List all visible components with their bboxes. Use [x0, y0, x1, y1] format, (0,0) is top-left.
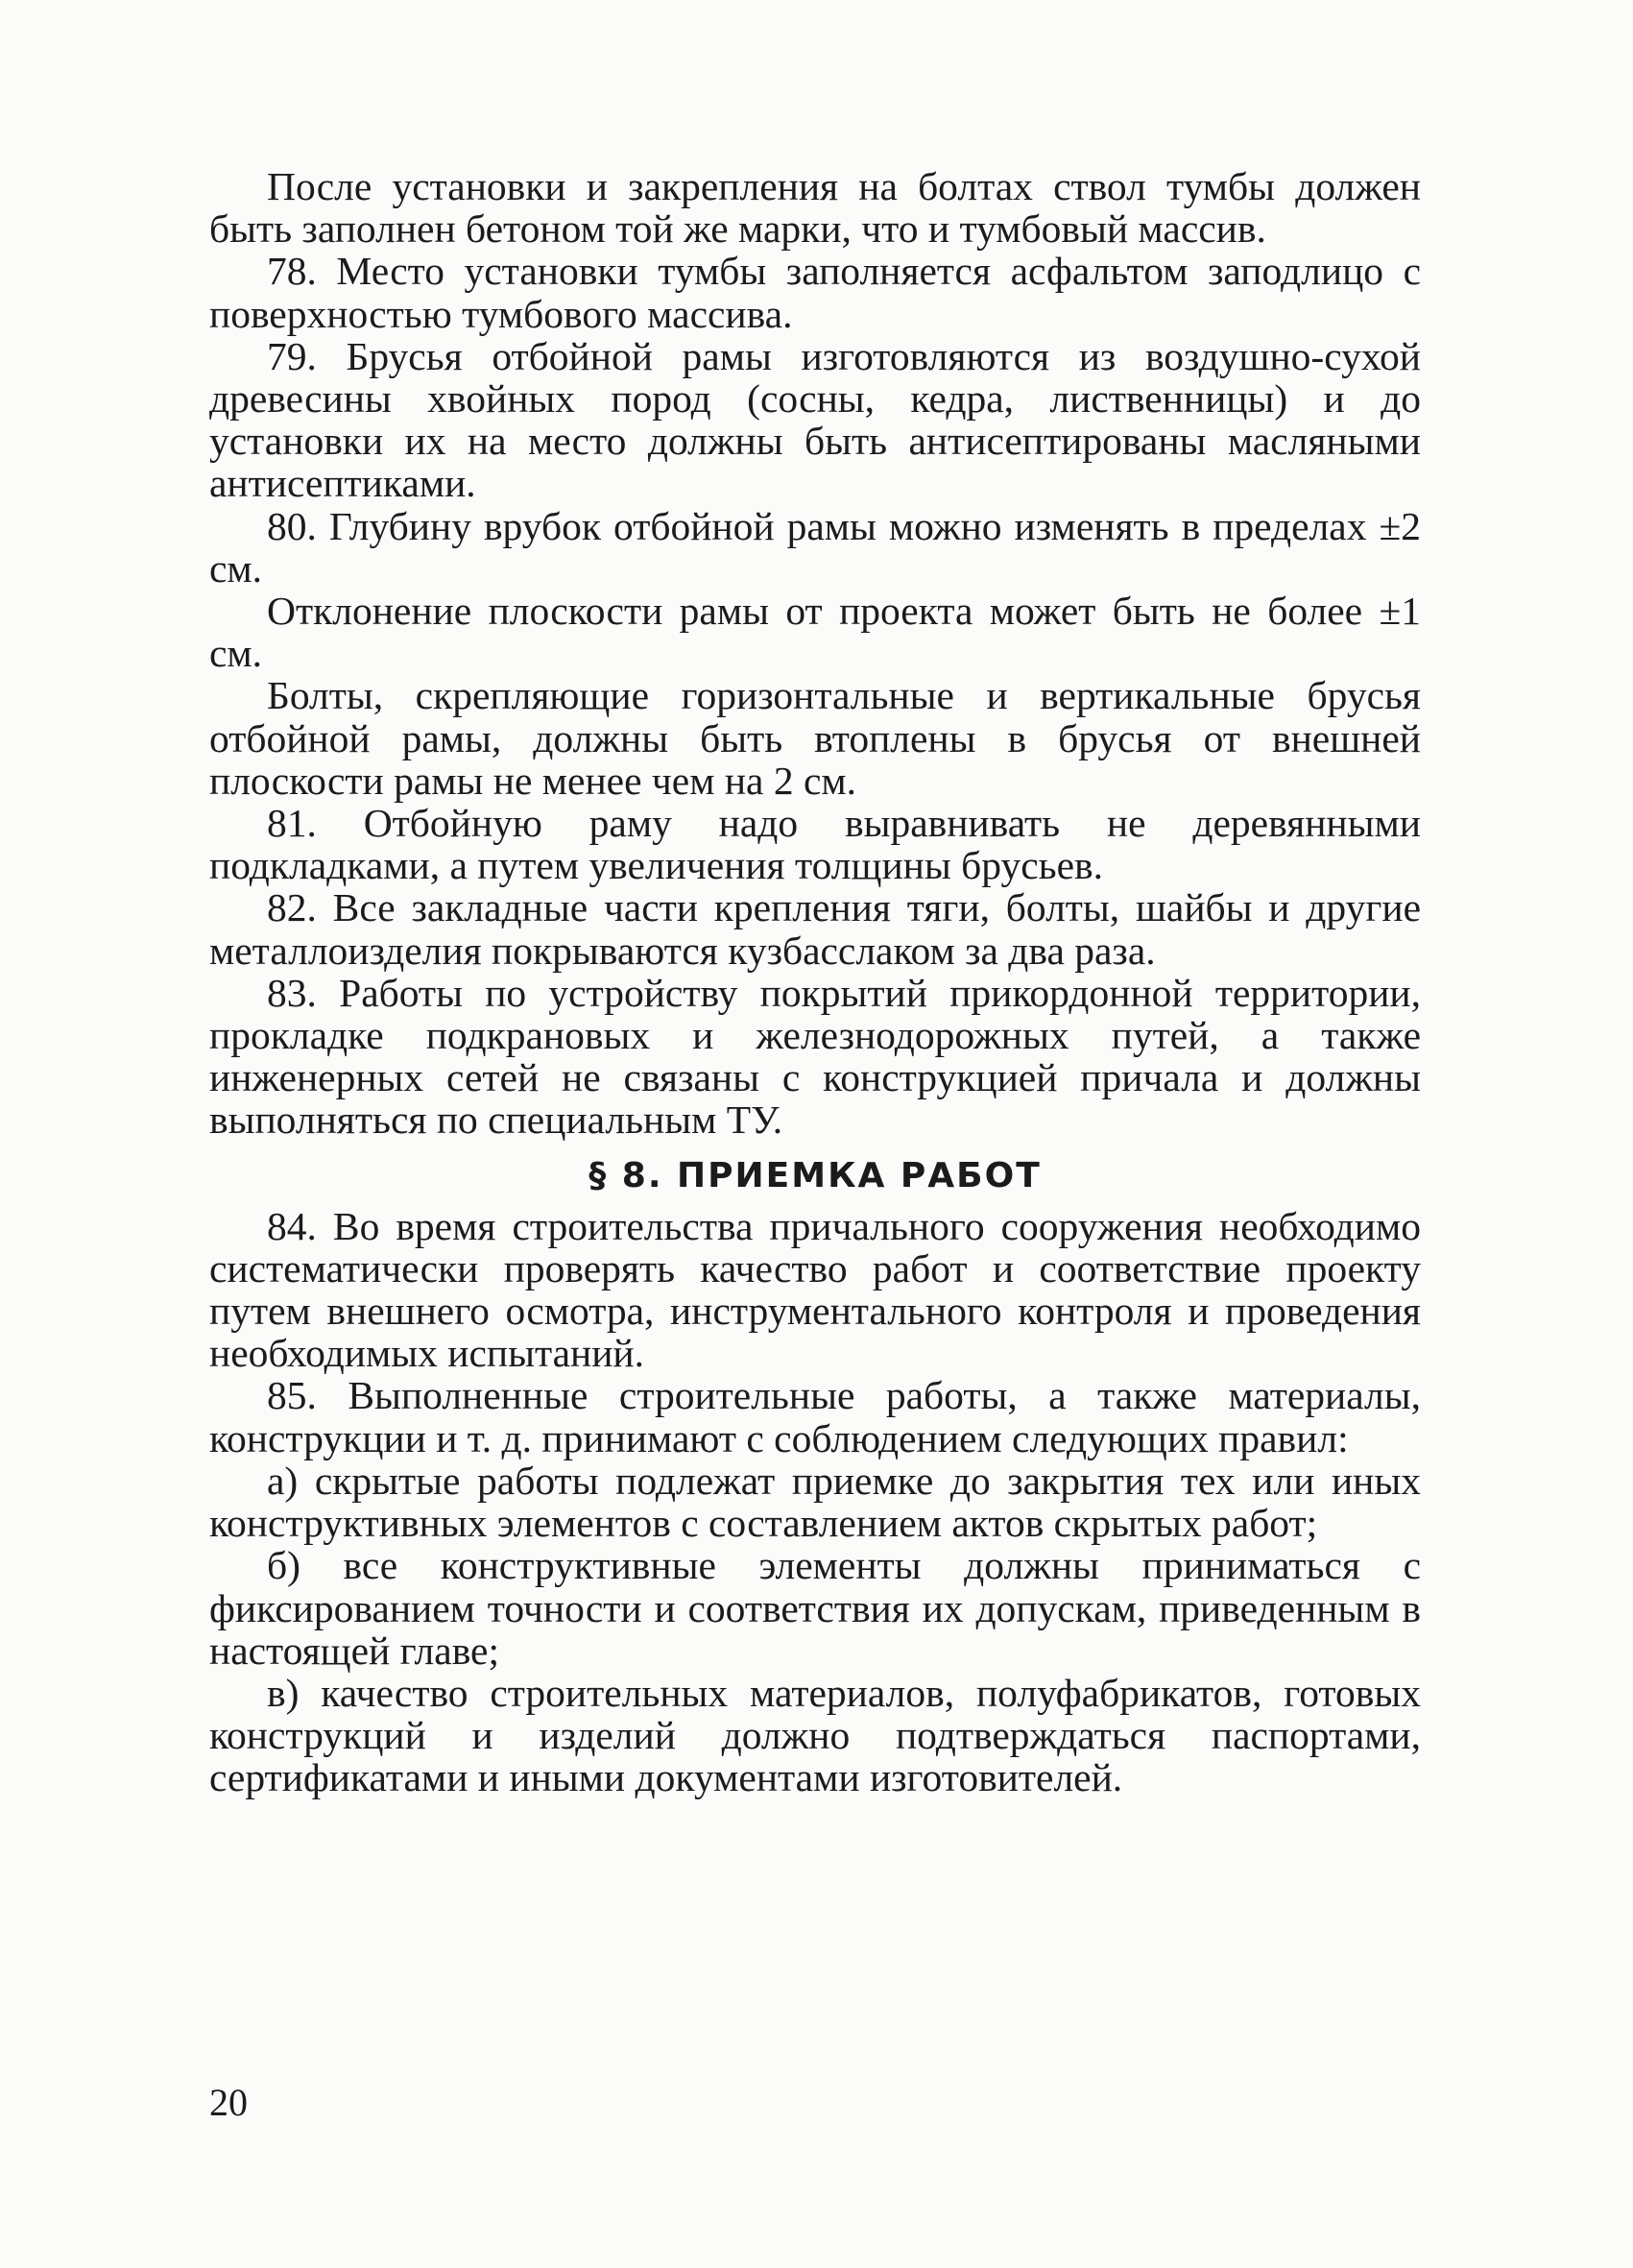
- paragraph-78: 78. Место установки тумбы заполняется асфальтом заподлицо с поверхностью тумбового массива.: [209, 249, 1421, 336]
- paragraph-85: 85. Выполненные строительные работы, а также материалы, конструкции и т. д. принимают с соблюдением следующих правил:: [209, 1373, 1421, 1460]
- paragraph-80: 80. Глубину врубок отбойной рамы можно изменять в пределах ±2 см.: [209, 503, 1421, 591]
- paragraph-tumba-fill: После установки и закрепления на болтах ствол тумбы должен быть заполнен бетоном той же марки, что и тумбовый массив.: [209, 164, 1421, 252]
- paragraph-83: 83. Работы по устройству покрытий прикордонной территории, прокладке подкрановых и железнодорожных путей, а также инженерных сетей не связаны с конструкцией причала и должны выполняться по специальным ТУ.: [209, 970, 1421, 1143]
- list-item-b: б) все конструктивные элементы должны приниматься с фиксированием точности и соответствия их допускам, приведенным в настоящей главе;: [209, 1543, 1421, 1673]
- paragraph-84: 84. Во время строительства причального сооружения необходимо систематически проверять качество работ и соответствие проекту путем внешнего осмотра, инструментального контроля и проведения необходимых испытаний.: [209, 1203, 1421, 1376]
- paragraph-82: 82. Все закладные части крепления тяги, болты, шайбы и другие металлоизделия покрываются кузбасслаком за два раза.: [209, 885, 1421, 973]
- document-body: [209, 165, 1421, 1799]
- section-heading: § 8. ПРИЕМКА РАБОТ: [588, 1155, 1042, 1195]
- paragraph-79: 79. Брусья отбойной рамы изготовляются из воздушно-сухой древесины хвойных пород (сосны, кедра, лиственницы) и до установки их на место должны быть антисептированы масляными антисептиками.: [209, 333, 1421, 506]
- list-item-v: в) качество строительных материалов, полуфабрикатов, готовых конструкций и изделий должно подтверждаться паспортами, сертификатами и иными документами изготовителей.: [209, 1670, 1421, 1800]
- paragraph-bolts: Болты, скрепляющие горизонтальные и вертикальные брусья отбойной рамы, должны быть втоплены в брусья от внешней плоскости рамы не менее чем на 2 см.: [209, 673, 1421, 803]
- list-item-a: а) скрытые работы подлежат приемке до закрытия тех или иных конструктивных элементов с составлением актов скрытых работ;: [209, 1458, 1421, 1546]
- page-number: 20: [209, 2081, 248, 2124]
- paragraph-81: 81. Отбойную раму надо выравнивать не деревянными подкладками, а путем увеличения толщины брусьев.: [209, 801, 1421, 888]
- paragraph-deviation: Отклонение плоскости рамы от проекта может быть не более ±1 см.: [209, 589, 1421, 676]
